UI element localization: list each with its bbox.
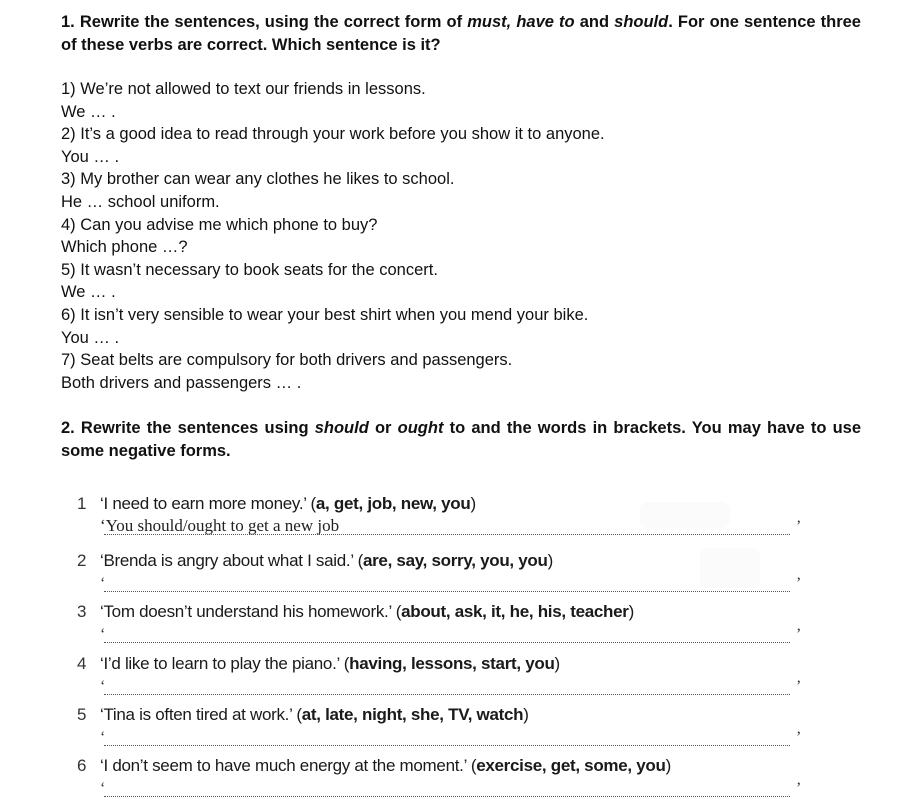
item-prompt: ‘Tom doesn’t understand his homework.’ (about, ask, it, he, his, teacher) xyxy=(100,602,634,621)
sentence-4-stem: Which phone …? xyxy=(61,238,188,257)
exercise-2-item-4 xyxy=(0,654,905,706)
sentence-6-prompt: 6) It isn’t very sensible to wear your best shirt when you mend your bike. xyxy=(61,305,589,324)
exercise-2-item-2 xyxy=(0,551,905,603)
answer-line[interactable] xyxy=(104,534,790,535)
close-quote: ’ xyxy=(796,626,802,643)
exercise-2-item-6 xyxy=(0,756,905,808)
sentence-1-stem: We … . xyxy=(61,102,116,121)
example-answer: ‘You should/ought to get a new job xyxy=(100,516,340,535)
sentence-6-stem: You … . xyxy=(61,328,120,347)
close-quote: ’ xyxy=(796,678,802,695)
item-number: 6 xyxy=(77,756,87,775)
item-prompt: ‘Brenda is angry about what I said.’ (are, say, sorry, you, you) xyxy=(100,551,553,570)
bracket-words: are, say, sorry, you, you xyxy=(362,551,548,570)
sentence-2-stem: You … . xyxy=(61,147,120,166)
answer-line[interactable] xyxy=(104,745,790,746)
sentence-2-prompt: 2) It’s a good idea to read through your work before you show it to anyone. xyxy=(61,125,605,144)
answer-line[interactable] xyxy=(104,694,790,695)
answer-line[interactable] xyxy=(104,796,790,797)
sentence-7-stem: Both drivers and passengers … . xyxy=(61,373,302,392)
open-quote: ‘ xyxy=(100,626,106,643)
answer-line[interactable] xyxy=(104,591,790,592)
close-quote: ’ xyxy=(796,575,802,592)
item-number: 2 xyxy=(77,551,87,570)
close-quote: ’ xyxy=(796,518,802,535)
sentence-5-stem: We … . xyxy=(61,283,116,302)
open-quote: ‘ xyxy=(100,575,106,592)
sentence-3-stem: He … school uniform. xyxy=(61,192,220,211)
exercise-1-instructions: 1. Rewrite the sentences, using the correct form of must, have to and should. For one sentence three of these verbs are correct. Which sentence is it? xyxy=(61,13,861,54)
item-number: 1 xyxy=(77,494,87,513)
item-prompt: ‘I don’t seem to have much energy at the moment.’ (exercise, get, some, you) xyxy=(100,756,671,775)
exercise-2-item-3 xyxy=(0,602,905,654)
close-quote: ’ xyxy=(796,780,802,797)
item-prompt: ‘I’d like to learn to play the piano.’ (having, lessons, start, you) xyxy=(100,654,560,673)
sentence-7-prompt: 7) Seat belts are compulsory for both drivers and passengers. xyxy=(61,351,513,370)
exercise-2-item-5 xyxy=(0,705,905,757)
close-quote: ’ xyxy=(796,729,802,746)
exercise-2-item-1 xyxy=(0,494,905,546)
bracket-words: about, ask, it, he, his, teacher xyxy=(401,602,629,621)
bracket-words: having, lessons, start, you xyxy=(349,654,555,673)
sentence-3-prompt: 3) My brother can wear any clothes he likes to school. xyxy=(61,170,455,189)
open-quote: ‘ xyxy=(100,780,106,797)
sentence-5-prompt: 5) It wasn’t necessary to book seats for the concert. xyxy=(61,260,438,279)
sentence-1-prompt: 1) We’re not allowed to text our friends in lessons. xyxy=(61,80,426,98)
open-quote: ‘ xyxy=(100,729,106,746)
bracket-words: a, get, job, new, you xyxy=(315,494,471,513)
bracket-words: at, late, night, she, TV, watch xyxy=(301,705,524,724)
answer-line[interactable] xyxy=(104,642,790,643)
item-number: 3 xyxy=(77,602,87,621)
item-number: 4 xyxy=(77,654,87,673)
item-number: 5 xyxy=(77,705,87,724)
exercise-2-instructions: 2. Rewrite the sentences using should or ought to and the words in brackets. You may have to use some negative forms. xyxy=(61,419,862,460)
open-quote: ‘ xyxy=(100,678,106,695)
item-prompt: ‘I need to earn more money.’ (a, get, job, new, you) xyxy=(100,494,476,513)
exercise-1-sentences xyxy=(61,78,605,394)
sentence-4-prompt: 4) Can you advise me which phone to buy? xyxy=(61,215,378,234)
item-prompt: ‘Tina is often tired at work.’ (at, late, night, she, TV, watch) xyxy=(100,705,529,724)
bracket-words: exercise, get, some, you xyxy=(476,756,666,775)
